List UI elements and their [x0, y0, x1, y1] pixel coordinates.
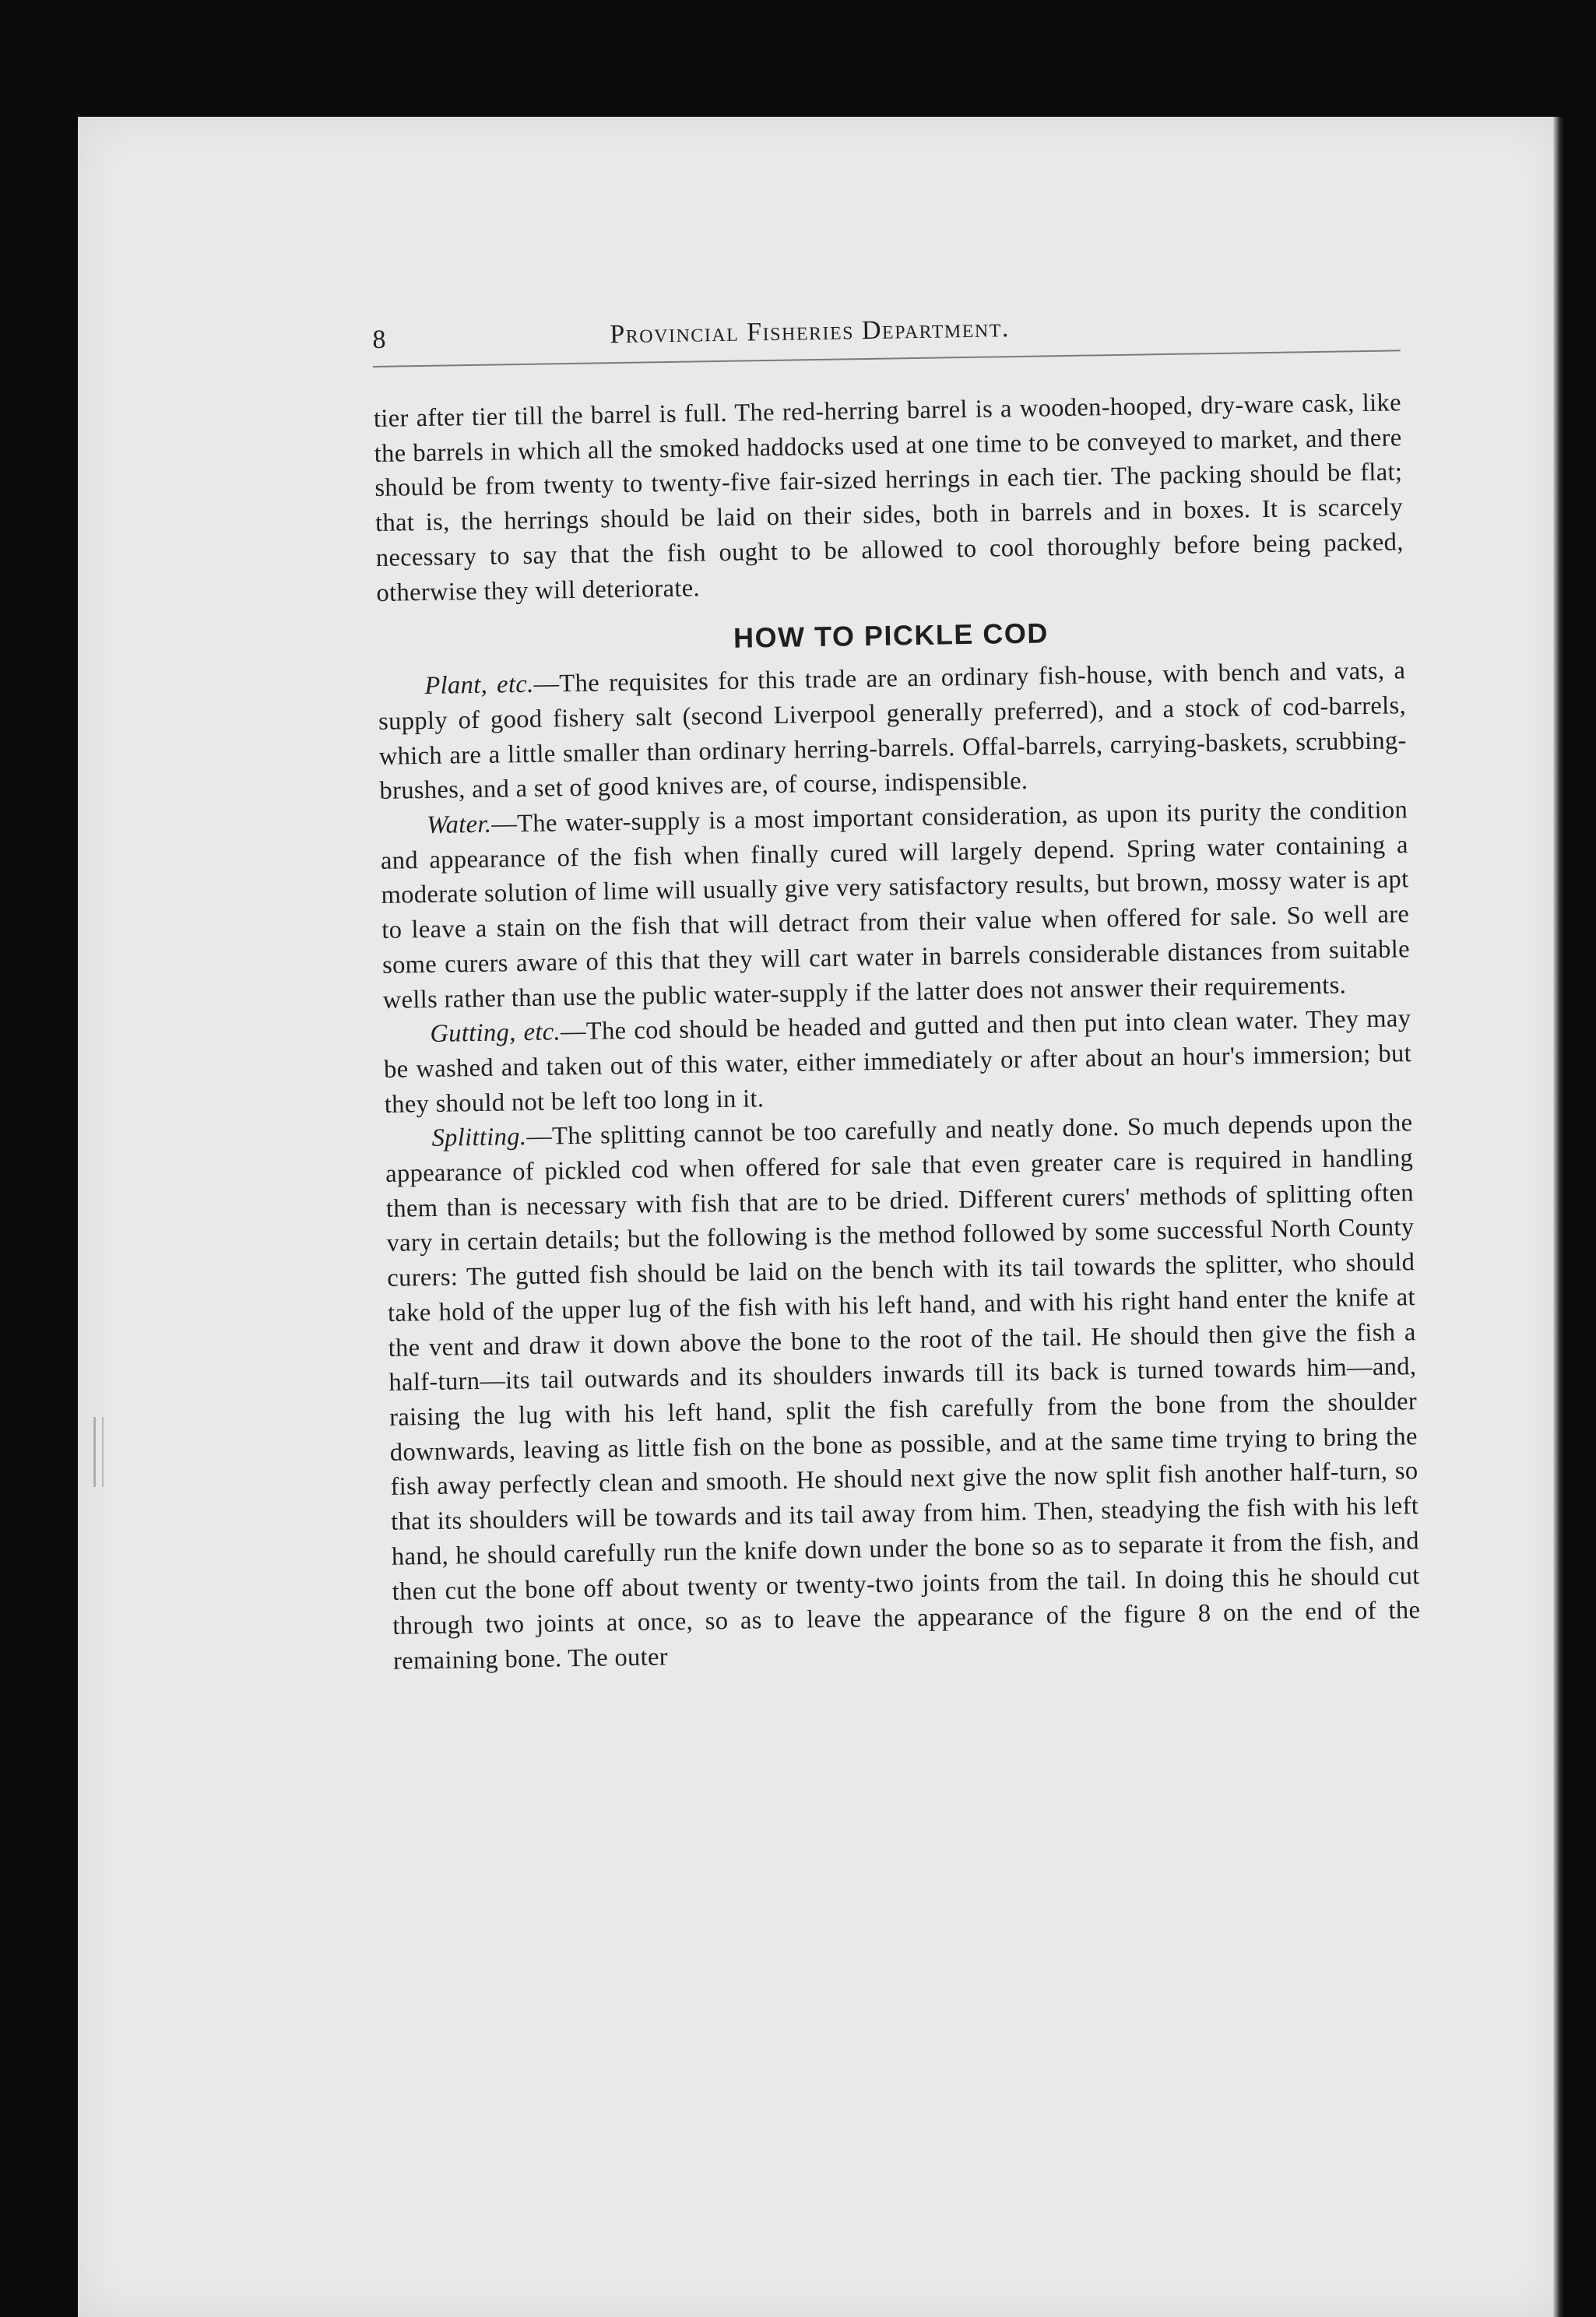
paragraph-text: —The requisites for this trade are an ordinary fish-house, with bench and vats, a supply of good fishery salt (second Liverpool generally preferred), and a stock of cod-barrels, which are a little smaller than ordinary herring-barrels. Offal-barrels, carrying-baskets, scrubbing-brushes, and a set of good knives are, of course, indispensible. [378, 656, 1407, 806]
paragraph-text: —The water-supply is a most important consideration, as upon its purity the condition and appearance of the fish when finally cured will largely depend. Spring water containing a moderate solution of lime will usually give very satisfactory results, but brown, mossy water is apt to leave a stain on the fish that will detract from their value when offered for sale. So well are some curers aware of this that they will cart water in barrels considerable distances from suitable wells rather than use the public water-supply if the latter does not answer their requirements. [380, 796, 1411, 1014]
paragraph-text: —The cod should be headed and gutted and then put into clean water. They may be washed and taken out of this water, either immediately or after about an hour's immersion; but they should not be left too long in it. [383, 1004, 1412, 1119]
paragraph-text: —The splitting cannot be too carefully and neatly done. So much depends upon the appearance of pickled cod when offered for sale that even greater care is required in handling them than is necessary with fish that are to be dried. Different curers' methods of splitting often vary in certain details; but the following is the method followed by some successful North County curers: The gutted fish should be laid on the bench with its tail towards the splitter, who should take hold of the upper lug of the fish with his left hand, and with his right hand enter the knife at the vent and draw it down above the bone to the root of the tail. He should then give the fish a half-turn—its tail outwards and its shoulders inwards till its back is turned towards him—and, raising the lug with his left hand, split the fish carefully from the bone from the shoulder downwards, leaving as little fish on the bone as possible, and at the same time trying to bring the fish away perfectly clean and smooth. He should next give the now split fish another half-turn, so that its shoulders will be towards and its tail away from him. Then, steadying the fish with his left hand, he should carefully run the knife down under the bone so as to separate it from the fish, and then cut the bone off about twenty or twenty-two joints from the tail. In doing this he should cut through two joints at once, so as to leave the appearance of the figure 8 on the end of the remaining bone. The outer [385, 1109, 1421, 1675]
page-number: 8 [372, 325, 386, 354]
paragraph-splitting [385, 1106, 1421, 1679]
paragraph-subheading: Splitting. [431, 1123, 527, 1153]
paragraph-subheading: Gutting, etc. [430, 1018, 561, 1049]
page-content [372, 303, 1421, 1679]
paragraph-subheading: Water. [426, 810, 492, 840]
page-edge-shadow [1553, 117, 1564, 2317]
paragraph-water [380, 793, 1411, 1018]
running-head-title: Provincial Fisheries Department. [610, 314, 1011, 350]
section-heading: HOW TO PICKLE COD [733, 617, 1049, 654]
intro-paragraph: tier after tier till the barrel is full. The red-herring barrel is a wooden-hooped, dry-ware cask, like the barrels in which all the smoked haddocks used at one time to be conveyed to market, and there should be from twenty to twenty-five fair-sized herrings in each tier. The packing should be flat; that is, the herrings should be laid on their sides, both in barrels and in boxes. It is scarcely necessary to say that the fish ought to be allowed to cool thoroughly before being packed, otherwise they will deteriorate. [373, 389, 1404, 607]
paragraph-plant [378, 653, 1408, 809]
scan-artifact-marks [93, 1417, 104, 1487]
paragraph-gutting [383, 1001, 1412, 1122]
paragraph-subheading: Plant, etc. [424, 670, 534, 701]
